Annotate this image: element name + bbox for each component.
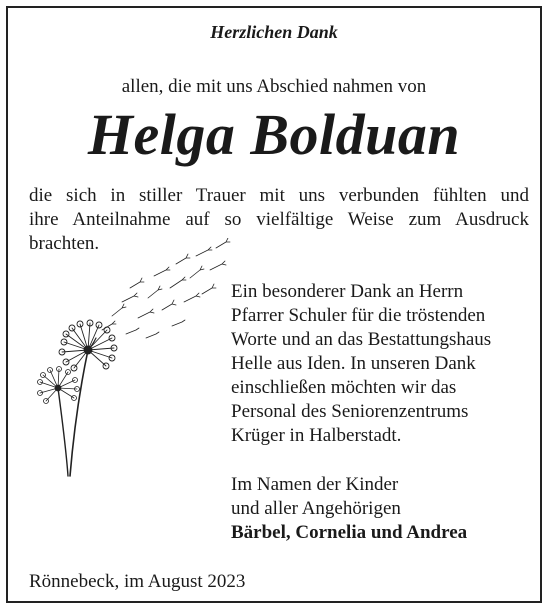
paragraph-line: die sich in stiller Trauer mit uns verbunden fühlten und [29,185,529,206]
place-date: Rönnebeck, im August 2023 [29,571,246,592]
signer-names: Bärbel, Cornelia und Andrea [231,522,468,543]
thanks-line: Pfarrer Schuler für die tröstenden [231,305,486,326]
dandelion-icon [30,238,235,483]
thanks-line: Krüger in Halberstadt. [231,425,402,446]
thanks-line: Ein besonderer Dank an Herrn [231,281,464,302]
intro-text: allen, die mit uns Abschied nahmen von [121,76,427,97]
thanks-line: Helle aus Iden. In unseren Dank [231,353,476,374]
thanks-line: Worte und an das Bestattungshaus [231,329,492,350]
signature-line: Im Namen der Kinder [231,474,399,495]
thanks-line: einschließen möchten wir das [231,377,457,398]
special-thanks [231,280,531,448]
signature-block [231,473,531,545]
deceased-name: Helga Bolduan [87,102,461,167]
paragraph-line: ihre Anteilnahme auf so vielfältige Weise zum Ausdruck [29,209,529,230]
thanks-heading: Herzlichen Dank [210,22,338,42]
signature-line: und aller Angehörigen [231,498,401,519]
thanks-line: Personal des Seniorenzentrums [231,401,469,422]
paragraph-line: brachten. [29,233,100,254]
obituary-card [6,6,542,603]
